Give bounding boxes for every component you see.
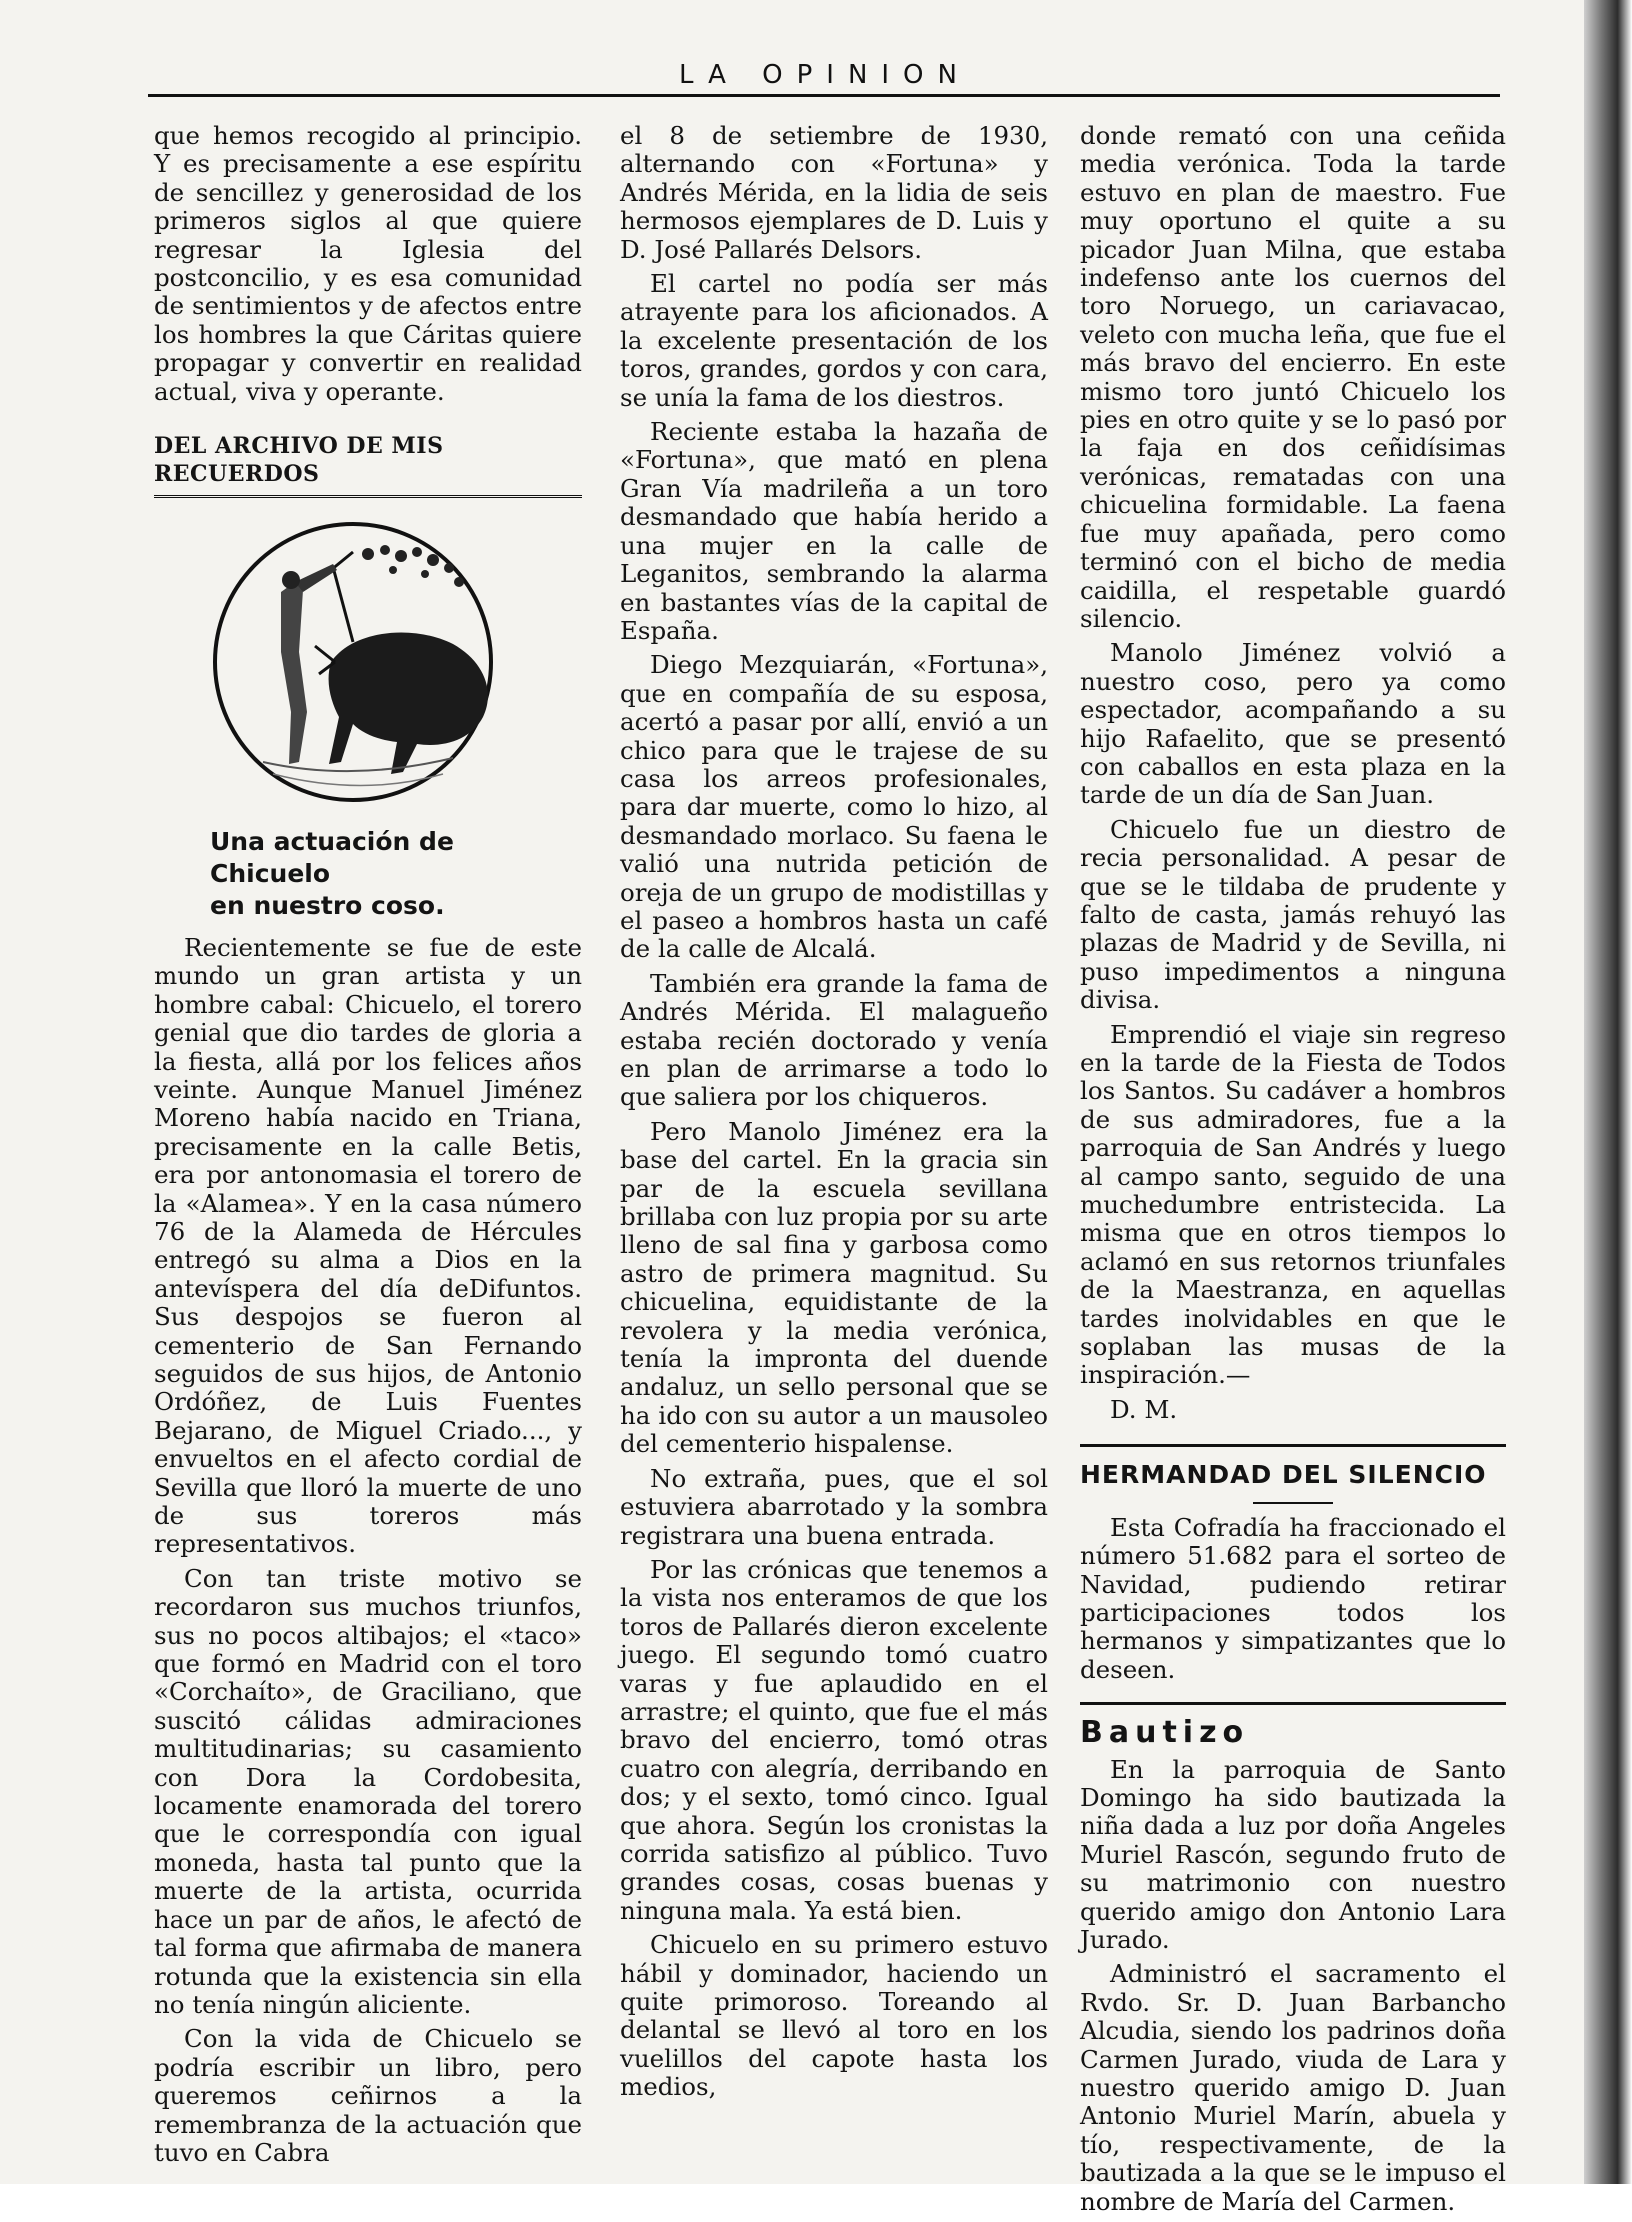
article-paragraph: donde remató con una ceñida media verónica. Toda la tarde estuvo en plan de maestro. Fue muy oportuno el quite a su picador Juan Milna, que estaba indefenso ante los cuernos del toro Noruego, un cariavacao, veleto con mucha leña, que fue el más bravo del encierro. En este mismo toro juntó Chicuelo los pies en otro quite y se lo pasó por la faja en dos ceñidísimas verónicas, rematadas con una chicuelina formidable. La faena fue muy apañada, pero como terminó con el bicho de media caidilla, el respetable guardó silencio.: [1080, 121, 1506, 633]
article-paragraph: También era grande la fama de Andrés Mérida. El malagueño estaba recién doctorado y venía en plan de arrimarse a todo lo que saliera por los chiqueros.: [620, 968, 1048, 1112]
article-paragraph: Chicuelo fue un diestro de recia personalidad. A pesar de que se le tildaba de prudente y falto de casta, jamás rehuyó las plazas de Madrid y de Sevilla, ni puso impedimentos a ninguna divisa.: [1080, 814, 1506, 1015]
article-signature: D. M.: [1110, 1394, 1178, 1424]
section-title-hermandad: HERMANDAD DEL SILENCIO: [1080, 1444, 1506, 1493]
page-binding-edge: [1584, 0, 1632, 2184]
article-paragraph: Reciente estaba la hazaña de «Fortuna», que mató en plena Gran Vía madrileña a un toro desmandado que había herido a una mujer en la calle de Leganitos, sembrando la alarma en bastantes vías de la capital de España.: [620, 417, 1048, 645]
article-paragraph: Emprendió el viaje sin regreso en la tarde de la Fiesta de Todos los Santos. Su cadáver a hombros de sus admiradores, fue a la parroquia de San Andrés y luego al campo santo, seguido de una muchedumbre entristecida. La misma que en otros tiempos lo aclamó en sus retornos triunfales de la Maestranza, en aquellas tardes inolvidables en que le soplaban las musas de la inspiración.—: [1080, 1019, 1506, 1390]
article-paragraph: Con tan triste motivo se recordaron sus muchos triunfos, sus no pocos altibajos; el «taco» que formó en Madrid con el toro «Corchaíto», de Graciliano, que suscitó cálidas admiraciones multitudinarias; su casamiento con Dora la Cordobesita, locamente enamorada del torero que le correspondía con igual moneda, hasta tal punto que la muerte de la artista, ocurrida hace un par de años, le afectó de tal forma que afirmaba de manera rotunda que la existencia sin ella no tenía ningún aliciente.: [154, 1563, 582, 2019]
article-title-line-1: Una actuación de Chicuelo: [210, 826, 454, 888]
header-rule: [148, 94, 1500, 97]
bautizo-paragraph: Administró el sacramento el Rvdo. Sr. D. Juan Barbancho Alcudia, siendo los padrinos doña Carmen Jurado, viuda de Lara y nuestro querido amigo D. Juan Antonio Muriel Marín, abuela y tío, respectivamente, de la bautizada a la que se le impuso el nombre de María del Carmen.: [1080, 1959, 1506, 2216]
section-title-archivo: DEL ARCHIVO DE MIS RECUERDOS: [154, 432, 582, 498]
column-1: [154, 122, 582, 2173]
article-paragraph: Manolo Jiménez volvió a nuestro coso, pero ya como espectador, acompañando a su hijo Rafaelito, que se presentó con caballos en esta plaza en la tarde de un día de San Juan.: [1080, 638, 1506, 810]
article-paragraph: Recientemente se fue de este mundo un gran artista y un hombre cabal: Chicuelo, el torero genial que dio tardes de gloria a la fiesta, allá por los felices años veinte. Aunque Manuel Jiménez Moreno había nacido en Triana, precisamente en la calle Betis, era por antonomasia el torero de la «Alamea». Y en la casa número 76 de la Alameda de Hércules entregó su alma a Dios en la antevíspera del día deDifuntos. Sus despojos se fueron al cementerio de San Fernando seguidos de sus hijos, de Antonio Ordóñez, de Luis Fuentes Bejarano, de Miguel Criado..., y envueltos en el afecto cordial de Sevilla que lloró la muerte de uno de sus toreros más representativos.: [154, 932, 582, 1559]
masthead: LA OPINION: [679, 60, 971, 90]
short-divider: [1253, 1502, 1333, 1504]
column-2: [620, 122, 1048, 2108]
section-title-bautizo: Bautizo: [1080, 1702, 1506, 1747]
column-3: [1080, 122, 1506, 2222]
article-paragraph: El cartel no podía ser más atrayente para los aficionados. A la excelente presentación de los toros, grandes, gordos y con cara, se unía la fama de los diestros.: [620, 269, 1048, 412]
article-paragraph: Chicuelo en su primero estuvo hábil y dominador, haciendo un quite primoroso. Toreando al delantal se llevó al toro en los vuelillos del capote hasta los medios,: [620, 1930, 1048, 2102]
article-paragraph: Diego Mezquiarán, «Fortuna», que en compañía de su esposa, acertó a pasar por allí, envió a un chico para que le trajese de su casa los arreos profesionales, para dar muerte, como lo hizo, al desmandado morlaco. Su faena le valió una nutrida petición de oreja de un grupo de modistillas y el paseo a hombros hasta un café de la calle de Alcalá.: [620, 650, 1048, 964]
bullfighter-illustration-icon: [203, 512, 533, 812]
article-paragraph: el 8 de setiembre de 1930, alternando con «Fortuna» y Andrés Mérida, en la lidia de seis hermosos ejemplares de D. Luis y D. José Pallarés Delsors.: [620, 121, 1048, 264]
article-title-line-2: en nuestro coso.: [210, 890, 445, 920]
article-paragraph: Con la vida de Chicuelo se podría escribir un libro, pero queremos ceñirnos a la remembranza de la actuación que tuvo en Cabra: [154, 2024, 582, 2167]
article-paragraph: Pero Manolo Jiménez era la base del cartel. En la gracia sin par de la escuela sevillana brillaba con luz propia por su arte lleno de sal fina y garbosa como astro de primera magnitud. Su chicuelina, equidistante de la revolera y la media verónica, tenía la impronta del duende andaluz, un sello personal que se ha ido con su autor a un mausoleo del cementerio hispalense.: [620, 1116, 1048, 1459]
caritas-closing-paragraph: que hemos recogido al principio. Y es precisamente a ese espíritu de sencillez y generosidad de los primeros siglos al que quiere regresar la Iglesia del postconcilio, y es esa comunidad de sentimientos y de afectos entre los hombres la que Cáritas quiere propagar y convertir en realidad actual, viva y operante.: [154, 121, 582, 406]
article-paragraph: No extraña, pues, que el sol estuviera abarrotado y la sombra registrara una buena entrada.: [620, 1463, 1048, 1550]
bautizo-paragraph: En la parroquia de Santo Domingo ha sido bautizada la niña dada a luz por doña Angeles Muriel Rascón, segundo fruto de su matrimonio con nuestro querido amigo don Antonio Lara Jurado.: [1080, 1754, 1506, 1954]
article-paragraph: Por las crónicas que tenemos a la vista nos enteramos de que los toros de Pallarés dieron excelente juego. El segundo tomó cuatro varas y fue aplaudido en el arrastre; el quinto, que fue el más bravo del encierro, tomó otras cuatro con alegría, derribando en dos; y el sexto, tomó cinco. Igual que ahora. Según los cronistas la corrida satisfizo al público. Tuvo grandes cosas, cosas buenas y ninguna mala. Ya está bien.: [620, 1554, 1048, 1925]
article-title: [210, 826, 582, 922]
hermandad-paragraph: Esta Cofradía ha fraccionado el número 51.682 para el sorteo de Navidad, pudiendo retirar participaciones todos los hermanos y simpatizantes que lo deseen.: [1080, 1512, 1506, 1684]
